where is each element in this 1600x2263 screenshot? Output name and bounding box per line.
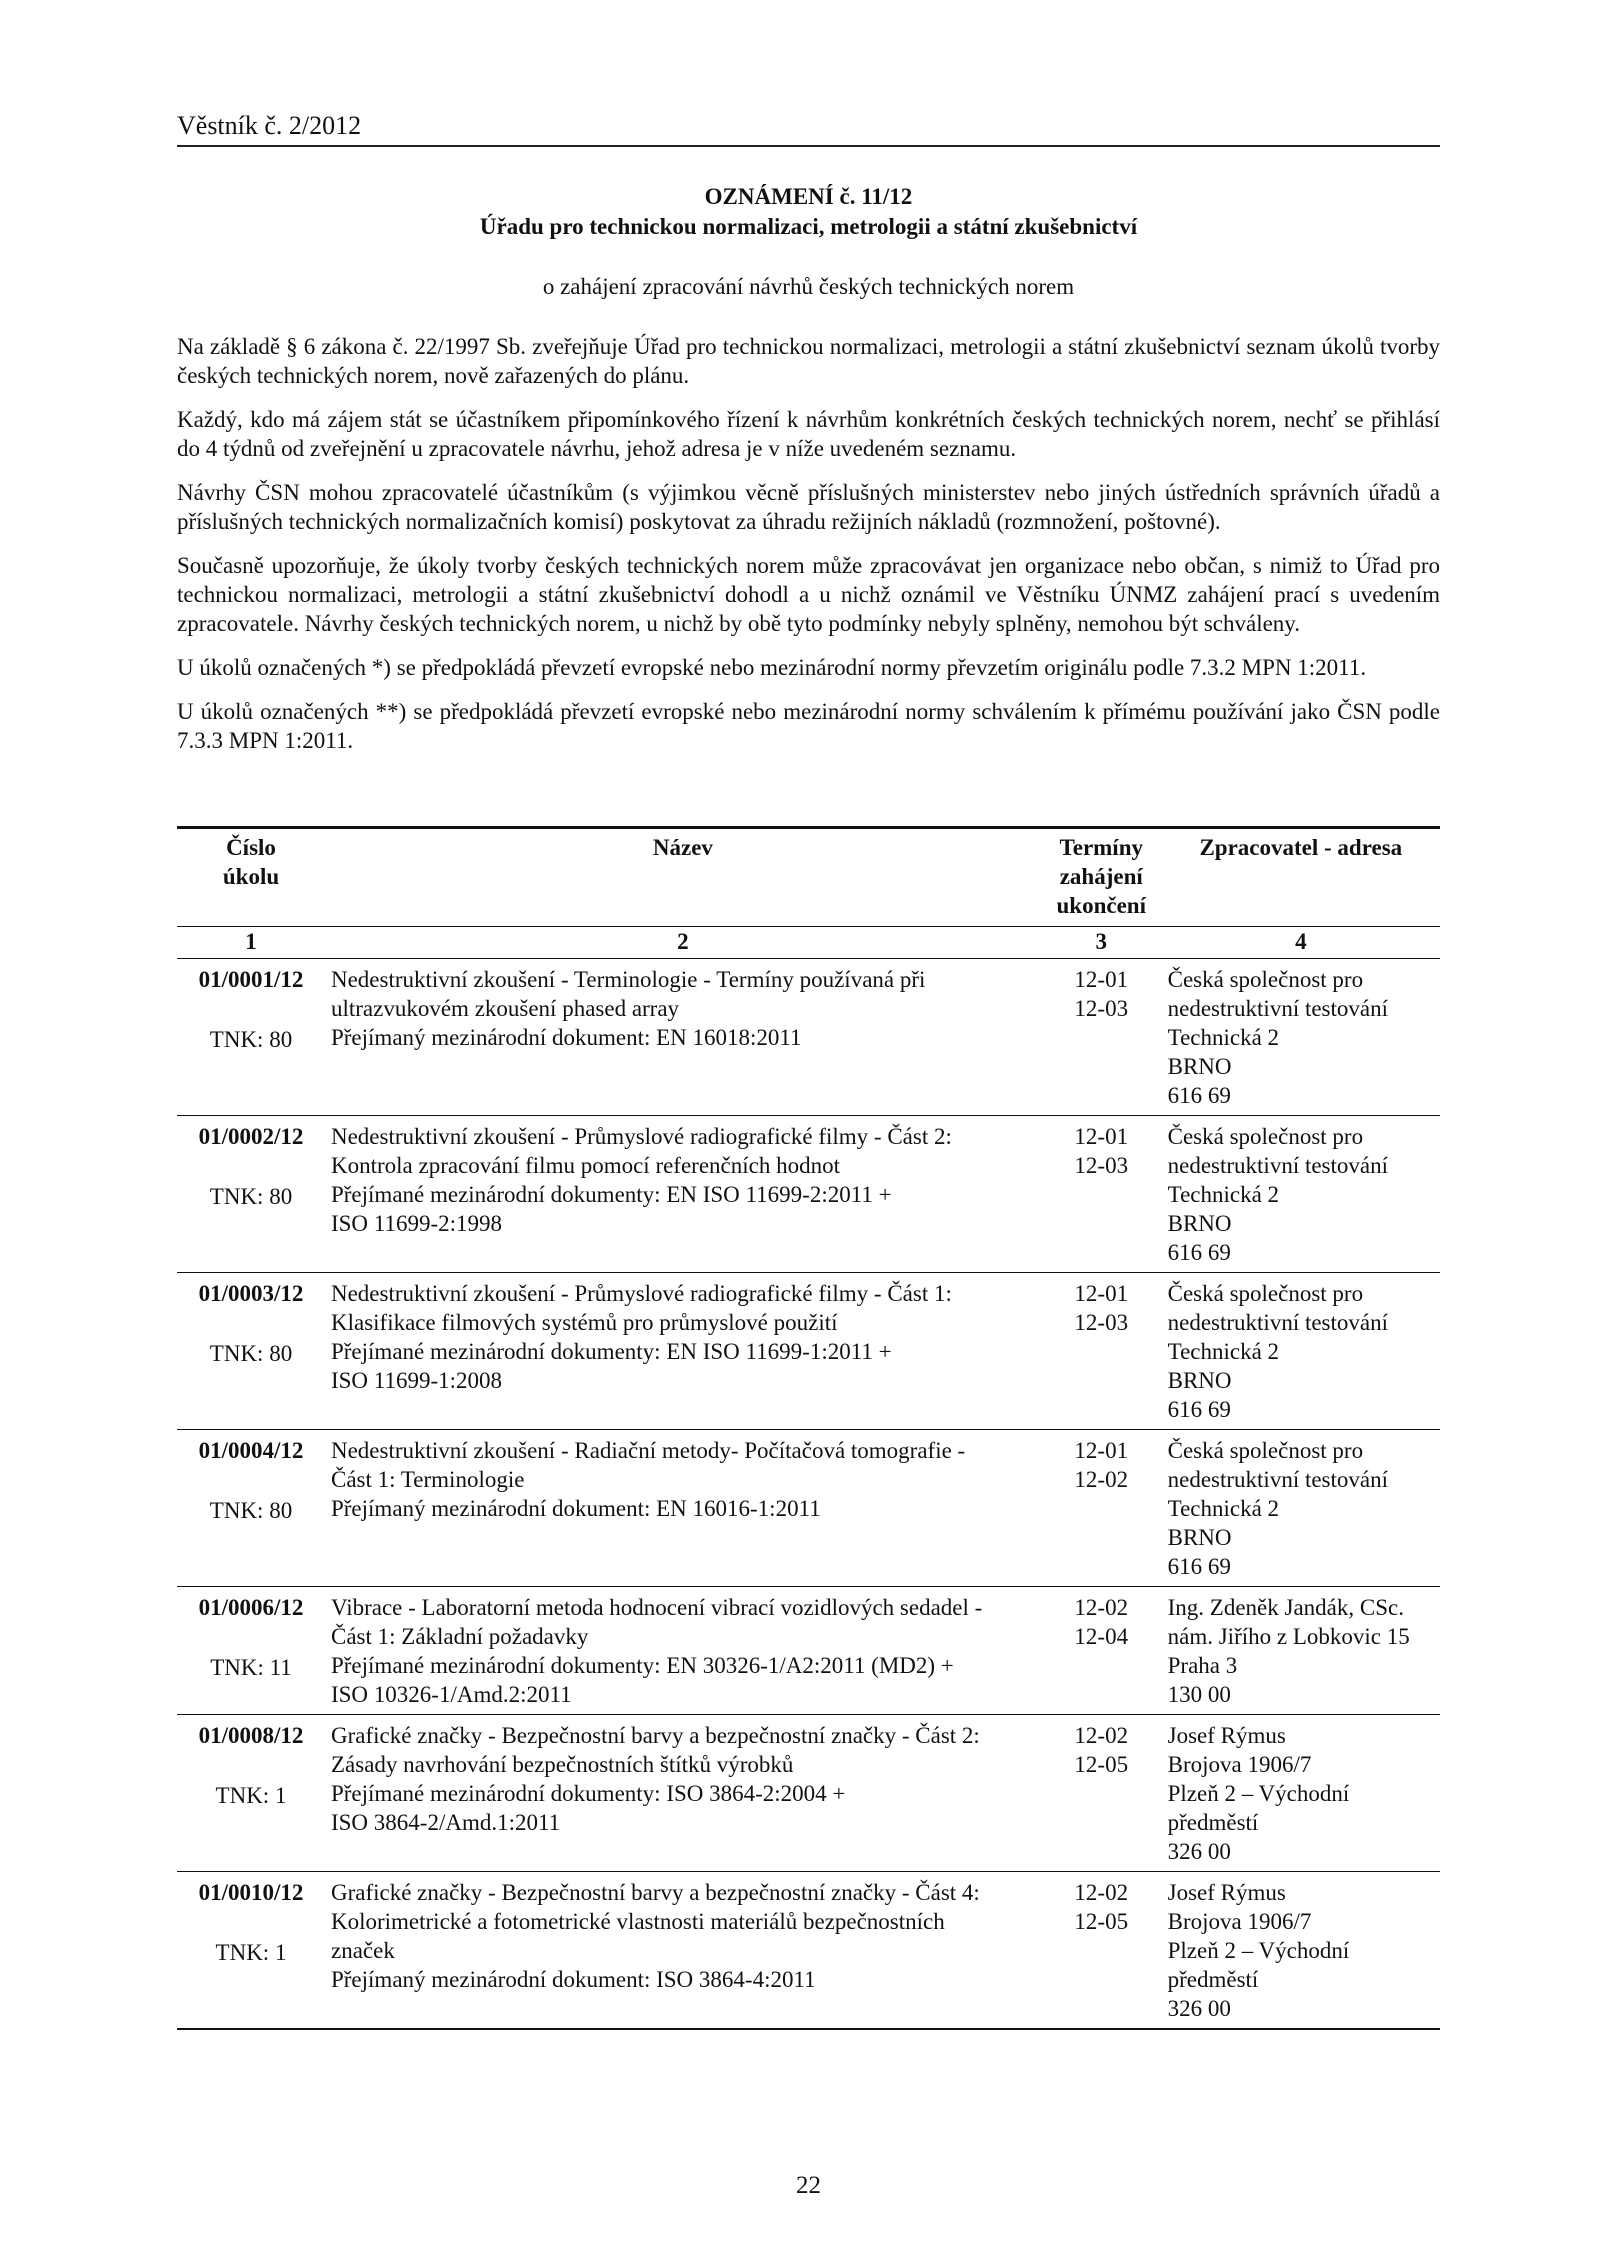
address-line: Plzeň 2 – Východní <box>1167 1781 1350 1806</box>
task-name-line: Nedestruktivní zkoušení - Průmyslové radiografické filmy - Část 1: <box>330 1281 952 1306</box>
paragraph: Současně upozorňuje, že úkoly tvorby českých technických norem může zpracovávat jen organizace nebo občan, s nimiž to Úřad pro technickou normalizaci, metrologii a státní zkušebnictví dohodl a u nichž oznámil ve Věstníku ÚNMZ zahájení prací s uvedením zpracovatele. Návrhy českých technických norem, u nichž by obě tyto podmínky nebyly splněny, nemohou být schváleny. <box>177 553 1440 636</box>
tasks-table <box>177 826 1440 2030</box>
address-line: Česká společnost pro <box>1167 967 1364 992</box>
address-line: 616 69 <box>1167 1083 1231 1108</box>
paragraph: Každý, kdo má zájem stát se účastníkem připomínkového řízení k návrhům konkrétních českých technických norem, nechť se přihlásí do 4 týdnů od zveřejnění u zpracovatele návrhu, jehož adresa je v níže uvedeném seznamu. <box>177 407 1440 461</box>
task-name-line: Grafické značky - Bezpečnostní barvy a bezpečnostní značky - Část 2: <box>330 1723 980 1748</box>
task-name-line: Část 1: Základní požadavky <box>330 1624 589 1649</box>
task-name-line: ISO 3864-2/Amd.1:2011 <box>330 1810 561 1835</box>
task-name-line: Nedestruktivní zkoušení - Terminologie - Termíny používaná při <box>330 967 926 992</box>
header-processor-address: Zpracovatel - adresa <box>1162 828 1440 927</box>
task-name-line: Kolorimetrické a fotometrické vlastnosti materiálů bezpečnostních <box>330 1909 945 1934</box>
table-row <box>177 959 1440 1116</box>
address-line: BRNO <box>1167 1211 1232 1236</box>
address-line: Plzeň 2 – Východní <box>1167 1938 1350 1963</box>
table-row <box>177 1430 1440 1587</box>
announcement-title: OZNÁMENÍ č. 11/12 <box>704 184 913 209</box>
column-number: 3 <box>1041 927 1162 959</box>
address-line: BRNO <box>1167 1368 1232 1393</box>
task-name-cell <box>325 959 1041 1116</box>
task-name-line: Grafické značky - Bezpečnostní barvy a bezpečnostní značky - Část 4: <box>330 1880 980 1905</box>
task-name-cell <box>325 1116 1041 1273</box>
task-term: 12-04 <box>1074 1624 1129 1649</box>
column-number: 2 <box>325 927 1041 959</box>
task-term: 12-01 <box>1074 1124 1129 1149</box>
tnk-label: TNK: 80 <box>209 1027 293 1052</box>
task-number-cell <box>177 959 325 1116</box>
task-terms-cell <box>1041 1116 1162 1273</box>
address-line: 616 69 <box>1167 1397 1231 1422</box>
page-number: 22 <box>796 2172 821 2199</box>
header-task-number: Číslo úkolu <box>177 828 325 927</box>
task-number-cell <box>177 1116 325 1273</box>
announcement-issuer: Úřadu pro technickou normalizaci, metrologii a státní zkušebnictví <box>479 214 1138 239</box>
table-row <box>177 1116 1440 1273</box>
task-name-line: Nedestruktivní zkoušení - Radiační metody- Počítačová tomografie - <box>330 1438 966 1463</box>
table-row <box>177 1273 1440 1430</box>
address-line: Brojova 1906/7 <box>1167 1909 1312 1934</box>
task-name-line: Přejímaný mezinárodní dokument: EN 16018:2011 <box>330 1025 802 1050</box>
address-line: 326 00 <box>1167 1839 1231 1864</box>
tnk-label: TNK: 1 <box>215 1783 287 1808</box>
processor-address-cell <box>1162 1587 1440 1715</box>
task-name-line: značek <box>330 1938 395 1963</box>
address-line: nám. Jiřího z Lobkovic 15 <box>1167 1624 1410 1649</box>
address-line: předměstí <box>1167 1967 1259 1992</box>
task-name-line: Přejímaný mezinárodní dokument: ISO 3864-4:2011 <box>330 1967 816 1992</box>
task-name-line: Kontrola zpracování filmu pomocí referenčních hodnot <box>330 1153 840 1178</box>
task-name-line: Část 1: Terminologie <box>330 1467 525 1492</box>
task-name-line: Nedestruktivní zkoušení - Průmyslové radiografické filmy - Část 2: <box>330 1124 952 1149</box>
task-term: 12-02 <box>1074 1467 1129 1492</box>
processor-address-cell <box>1162 959 1440 1116</box>
paragraph: Na základě § 6 zákona č. 22/1997 Sb. zveřejňuje Úřad pro technickou normalizaci, metrologii a státní zkušebnictví seznam úkolů tvorby českých technických norem, nově zařazených do plánu. <box>177 334 1440 388</box>
task-number: 01/0006/12 <box>198 1595 304 1620</box>
task-name-line: Přejímaný mezinárodní dokument: EN 16016-1:2011 <box>330 1496 821 1521</box>
table-row <box>177 1715 1440 1872</box>
task-term: 12-01 <box>1074 1281 1129 1306</box>
address-line: Technická 2 <box>1167 1025 1280 1050</box>
task-term: 12-03 <box>1074 1310 1129 1335</box>
column-number-row <box>177 927 1440 959</box>
address-line: Praha 3 <box>1167 1653 1238 1678</box>
table-header-row <box>177 828 1440 927</box>
task-terms-cell <box>1041 1430 1162 1587</box>
address-line: nedestruktivní testování <box>1167 996 1389 1021</box>
task-name-line: ISO 11699-2:1998 <box>330 1211 502 1236</box>
task-term: 12-01 <box>1074 1438 1129 1463</box>
address-line: 616 69 <box>1167 1240 1231 1265</box>
address-line: nedestruktivní testování <box>1167 1310 1389 1335</box>
task-term: 12-02 <box>1074 1723 1129 1748</box>
address-line: Ing. Zdeněk Jandák, CSc. <box>1167 1595 1404 1620</box>
tnk-label: TNK: 80 <box>209 1498 293 1523</box>
processor-address-cell <box>1162 1872 1440 2030</box>
task-term: 12-03 <box>1074 996 1129 1021</box>
processor-address-cell <box>1162 1430 1440 1587</box>
task-term: 12-01 <box>1074 967 1129 992</box>
tnk-label: TNK: 11 <box>210 1655 292 1680</box>
announcement-subtitle: o zahájení zpracování návrhů českých technických norem <box>542 274 1075 299</box>
task-number: 01/0001/12 <box>198 967 304 992</box>
task-term: 12-05 <box>1074 1909 1129 1934</box>
task-terms-cell <box>1041 1715 1162 1872</box>
task-term: 12-02 <box>1074 1880 1129 1905</box>
task-name-cell <box>325 1273 1041 1430</box>
task-term: 12-02 <box>1074 1595 1129 1620</box>
task-number: 01/0003/12 <box>198 1281 304 1306</box>
body-text <box>177 332 1440 770</box>
header-name: Název <box>325 828 1041 927</box>
address-line: Josef Rýmus <box>1167 1880 1286 1905</box>
address-line: 326 00 <box>1167 1996 1231 2021</box>
task-term: 12-03 <box>1074 1153 1129 1178</box>
address-line: BRNO <box>1167 1054 1232 1079</box>
address-line: Česká společnost pro <box>1167 1124 1364 1149</box>
task-name-cell <box>325 1587 1041 1715</box>
task-name-line: Přejímané mezinárodní dokumenty: EN 30326-1/A2:2011 (MD2) + <box>330 1653 954 1678</box>
task-name-line: Vibrace - Laboratorní metoda hodnocení vibrací vozidlových sedadel - <box>330 1595 983 1620</box>
task-number: 01/0004/12 <box>198 1438 304 1463</box>
address-line: Brojova 1906/7 <box>1167 1752 1312 1777</box>
tnk-label: TNK: 80 <box>209 1341 293 1366</box>
task-name-line: Klasifikace filmových systémů pro průmyslové použití <box>330 1310 838 1335</box>
task-name-line: Zásady navrhování bezpečnostních štítků výrobků <box>330 1752 794 1777</box>
task-name-line: Přejímané mezinárodní dokumenty: EN ISO 11699-2:2011 + <box>330 1182 892 1207</box>
processor-address-cell <box>1162 1116 1440 1273</box>
address-line: Česká společnost pro <box>1167 1438 1364 1463</box>
task-name-line: Přejímané mezinárodní dokumenty: EN ISO 11699-1:2011 + <box>330 1339 892 1364</box>
address-line: Technická 2 <box>1167 1182 1280 1207</box>
task-term: 12-05 <box>1074 1752 1129 1777</box>
task-number-cell <box>177 1430 325 1587</box>
processor-address-cell <box>1162 1715 1440 1872</box>
address-line: Česká společnost pro <box>1167 1281 1364 1306</box>
tnk-label: TNK: 1 <box>215 1940 287 1965</box>
address-line: Technická 2 <box>1167 1496 1280 1521</box>
task-name-line: ultrazvukovém zkoušení phased array <box>330 996 680 1021</box>
paragraph: U úkolů označených *) se předpokládá převzetí evropské nebo mezinárodní normy převzetím originálu podle 7.3.2 MPN 1:2011. <box>177 655 1367 680</box>
running-head: Věstník č. 2/2012 <box>177 111 1440 147</box>
task-number-cell <box>177 1587 325 1715</box>
address-line: nedestruktivní testování <box>1167 1153 1389 1178</box>
address-line: předměstí <box>1167 1810 1259 1835</box>
table-row <box>177 1587 1440 1715</box>
task-terms-cell <box>1041 1872 1162 2030</box>
task-number-cell <box>177 1273 325 1430</box>
task-name-cell <box>325 1715 1041 1872</box>
address-line: Technická 2 <box>1167 1339 1280 1364</box>
task-number-cell <box>177 1715 325 1872</box>
tnk-label: TNK: 80 <box>209 1184 293 1209</box>
processor-address-cell <box>1162 1273 1440 1430</box>
paragraph: U úkolů označených **) se předpokládá převzetí evropské nebo mezinárodní normy schválením k přímému používání jako ČSN podle 7.3.3 MPN 1:2011. <box>177 699 1440 753</box>
task-terms-cell <box>1041 1273 1162 1430</box>
task-terms-cell <box>1041 959 1162 1116</box>
paragraph: Návrhy ČSN mohou zpracovatelé účastníkům (s výjimkou věcně příslušných ministerstev nebo jiných ústředních správních úřadů a příslušných technických normalizačních komisí) poskytovat za úhradu režijních nákladů (rozmnožení, poštovné). <box>177 480 1440 534</box>
column-number: 1 <box>177 927 325 959</box>
task-name-cell <box>325 1872 1041 2030</box>
address-line: Josef Rýmus <box>1167 1723 1286 1748</box>
task-name-line: ISO 11699-1:2008 <box>330 1368 502 1393</box>
task-number-cell <box>177 1872 325 2030</box>
header-terms: Termíny zahájení ukončení <box>1041 828 1162 927</box>
address-line: 130 00 <box>1167 1682 1231 1707</box>
address-line: 616 69 <box>1167 1554 1231 1579</box>
address-line: nedestruktivní testování <box>1167 1467 1389 1492</box>
task-name-line: Přejímané mezinárodní dokumenty: ISO 3864-2:2004 + <box>330 1781 846 1806</box>
task-number: 01/0002/12 <box>198 1124 304 1149</box>
task-number: 01/0008/12 <box>198 1723 304 1748</box>
task-terms-cell <box>1041 1587 1162 1715</box>
task-number: 01/0010/12 <box>198 1880 304 1905</box>
task-name-line: ISO 10326-1/Amd.2:2011 <box>330 1682 572 1707</box>
table-row <box>177 1872 1440 2030</box>
task-name-cell <box>325 1430 1041 1587</box>
address-line: BRNO <box>1167 1525 1232 1550</box>
table-body <box>177 959 1440 2030</box>
column-number: 4 <box>1162 927 1440 959</box>
